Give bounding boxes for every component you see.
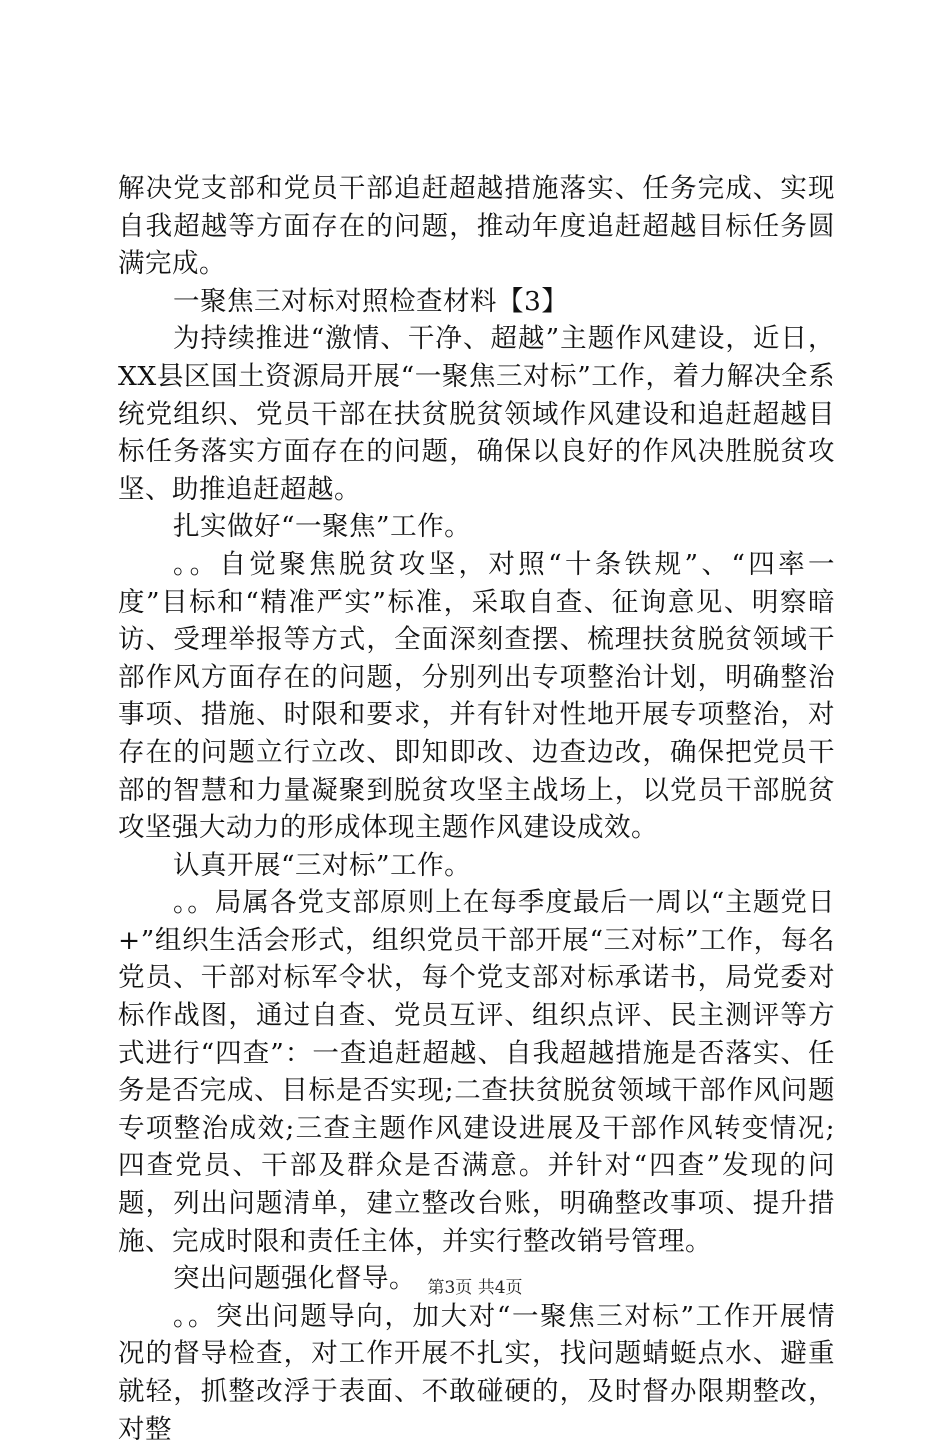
- subheading: 扎实做好“一聚焦”工作。: [173, 511, 472, 543]
- subheading: 认真开展“三对标”工作。: [173, 849, 472, 881]
- paragraph: 解决党支部和党员干部追赶超越措施落实、任务完成、实现自我超越等方面存在的问题，推动年度追赶超越目标任务圆满完成。: [118, 173, 835, 280]
- paragraph: 。。突出问题导向，加大对“一聚焦三对标”工作开展情况的督导检查，对工作开展不扎实，找问题蜻蜓点水、避重就轻，抓整改浮于表面、不敢碰硬的，及时督办限期整改，对整: [118, 1300, 835, 1445]
- page-number: 第3页 共4页: [427, 1278, 523, 1298]
- page-footer: [0, 1273, 950, 1298]
- section-heading: 一聚焦三对标对照检查材料【3】: [173, 285, 569, 317]
- document-body: [118, 170, 835, 1448]
- paragraph: 。。局属各党支部原则上在每季度最后一周以“主题党日+”组织生活会形式，组织党员干部开展“三对标”工作，每名党员、干部对标军令状，每个党支部对标承诺书，局党委对标作战图，通过自查、党员互评、组织点评、民主测评等方式进行“四查”：一查追赶超越、自我超越措施是否落实、任务是否完成、目标是否实现;二查扶贫脱贫领域干部作风问题专项整治成效;三查主题作风建设进展及干部作风转变情况;四查党员、干部及群众是否满意。并针对“四查”发现的问题，列出问题清单，建立整改台账，明确整改事项、提升措施、完成时限和责任主体，并实行整改销号管理。: [118, 887, 835, 1257]
- paragraph: 。。自觉聚焦脱贫攻坚，对照“十条铁规”、“四率一度”目标和“精准严实”标准，采取自查、征询意见、明察暗访、受理举报等方式，全面深刻查摆、梳理扶贫脱贫领域干部作风方面存在的问题，分别列出专项整治计划，明确整治事项、措施、时限和要求，并有针对性地开展专项整治，对存在的问题立行立改、即知即改、边查边改，确保把党员干部的智慧和力量凝聚到脱贫攻坚主战场上，以党员干部脱贫攻坚强大动力的形成体现主题作风建设成效。: [118, 548, 835, 844]
- paragraph: 为持续推进“激情、干净、超越”主题作风建设，近日，XX县区国土资源局开展“一聚焦三对标”工作，着力解决全系统党组织、党员干部在扶贫脱贫领域作风建设和追赶超越目标任务落实方面存在的问题，确保以良好的作风决胜脱贫攻坚、助推追赶超越。: [118, 323, 835, 505]
- subheading: 突出问题强化督导。: [173, 1263, 416, 1295]
